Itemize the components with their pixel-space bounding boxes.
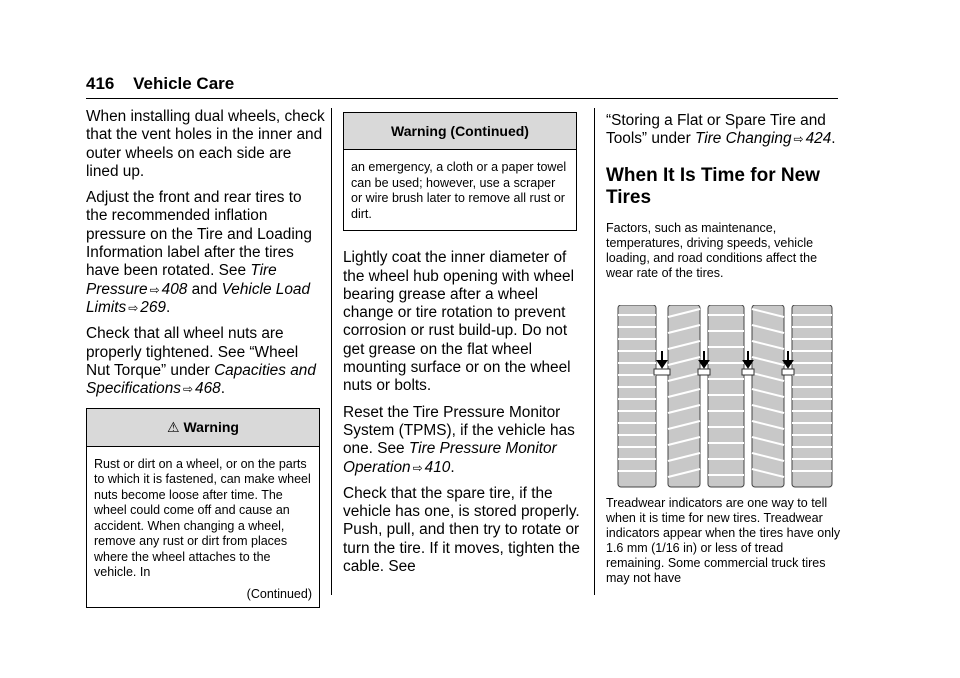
warning-icon: ⚠ — [167, 419, 180, 436]
paragraph: Reset the Tire Pressure Monitor System (TPMS), if the vehicle has one. See Tire Pressure Monitor Operation ⇨ 410. — [343, 403, 575, 476]
paragraph-text: Reset the Tire Pressure Monitor System (TPMS), if the vehicle has one. See — [343, 403, 575, 458]
arrow-page-reference-icon: ⇨ — [128, 300, 139, 315]
warning-header: Warning (Continued) — [344, 113, 576, 150]
paragraph: Check that the spare tire, if the vehicle has one, is stored properly. Push, pull, and then try to rotate or turn the tire. If it moves, tighten the cable. See — [343, 484, 580, 576]
tread-wear-indicator-icon — [616, 305, 836, 490]
warning-title: Warning — [183, 419, 239, 436]
xref-capacities[interactable]: Capacities and Specifications — [86, 361, 316, 398]
paragraph-text: Adjust the front and rear tires to the recommended inflation pressure on the Tire and Loading Information label after the tires have been rotated. See — [86, 189, 312, 280]
paragraph: Check that all wheel nuts are properly tightened. See “Wheel Nut Torque” under Capacities and Specifications ⇨ 468. — [86, 325, 316, 398]
paragraph-text: Check that all wheel nuts are properly tightened. See “Wheel Nut Torque” under — [86, 325, 299, 379]
warning-header — [87, 409, 319, 446]
arrow-page-reference-icon: ⇨ — [149, 282, 160, 297]
page-number: 416 — [86, 74, 115, 93]
xref-tpms-operation[interactable]: Tire Pressure Monitor Operation — [343, 440, 557, 476]
xref-tire-changing[interactable]: Tire Changing — [694, 130, 792, 148]
column-3 — [606, 112, 841, 594]
page-ref[interactable]: 269 — [140, 298, 166, 316]
warning-box-continued — [343, 112, 577, 231]
arrow-page-reference-icon: ⇨ — [793, 132, 804, 147]
column-1 — [86, 108, 326, 608]
paragraph: Factors, such as maintenance, temperatures, driving speeds, vehicle loading, and road conditions affect the wear rate of the tires. — [606, 220, 818, 280]
paragraph-text: and — [191, 280, 218, 298]
paragraph: “Storing a Flat or Spare Tire and Tools” under Tire Changing ⇨ 424. — [606, 112, 836, 148]
page-ref[interactable]: 468 — [195, 380, 221, 398]
warning-box — [86, 408, 320, 608]
column-divider — [594, 108, 595, 595]
arrow-page-reference-icon: ⇨ — [412, 460, 423, 475]
warning-body: an emergency, a cloth or a paper towel can be used; however, use a scraper or wire brush later to remove all rust or dirt. — [351, 160, 567, 221]
paragraph: When installing dual wheels, check that the vent holes in the inner and outer wheels on each side are lined up. — [86, 108, 325, 180]
xref-vehicle-load-limits[interactable]: Vehicle Load Limits — [86, 280, 311, 316]
page-ref[interactable]: 408 — [161, 280, 188, 298]
column-divider — [331, 108, 332, 595]
page-ref[interactable]: 410 — [424, 458, 451, 476]
xref-tire-pressure[interactable]: Tire Pressure — [86, 262, 277, 298]
arrow-page-reference-icon: ⇨ — [182, 382, 194, 397]
warning-body: Rust or dirt on a wheel, or on the parts to which it is fastened, can make wheel nuts become loose after time. The wheel could come off and cause an accident. When changing a wheel, remove any rust or dirt from places where the wheel attaches to the vehicle. In — [94, 456, 311, 580]
warning-continued: (Continued) — [246, 586, 312, 601]
section-title: Vehicle Care — [133, 74, 235, 93]
page-header — [86, 74, 234, 94]
section-heading: When It Is Time for New Tires — [606, 164, 820, 208]
paragraph: Lightly coat the inner diameter of the wheel hub opening with wheel bearing grease after a wheel change or tire rotation to prevent corrosion or rust build-up. Do not get grease on the flat wheel mounting surface or on the wheel nuts or bolts. — [343, 249, 575, 395]
column-2 — [343, 112, 583, 584]
paragraph: Adjust the front and rear tires to the recommended inflation pressure on the Tire and Loading Information label after the tires have been rotated. See Tire Pressure ⇨ 408 and Vehicle Load Limits ⇨ 269. — [86, 189, 312, 316]
paragraph: Treadwear indicators are one way to tell when it is time for new tires. Treadwear indicators appear when the tires have only 1.6 mm (1/16 in) or less of tread remaining. Some commercial truck tires may not have — [606, 495, 841, 585]
header-rule — [86, 98, 838, 99]
page-ref[interactable]: 424 — [805, 130, 832, 148]
paragraph-text: “Storing a Flat or Spare Tire and Tools” under — [606, 112, 826, 148]
